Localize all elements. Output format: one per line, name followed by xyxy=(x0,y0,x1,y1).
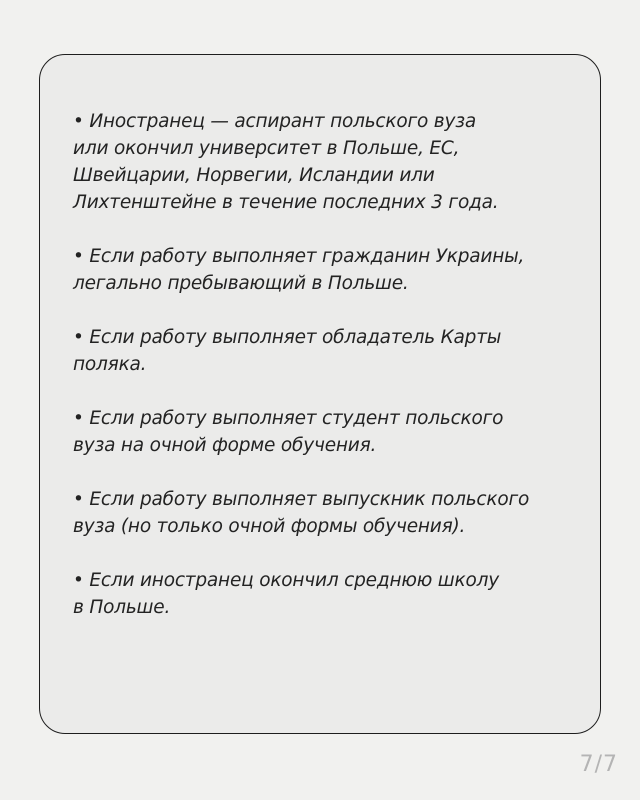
page-indicator: 7/7 xyxy=(579,752,618,777)
requirements-list xyxy=(73,108,573,648)
list-item: • Если иностранец окончил среднюю школу в Польше. xyxy=(73,570,499,618)
list-item: • Если работу выполняет выпускник польского вуза (но только очной формы обучения). xyxy=(73,489,530,537)
list-item: • Если работу выполняет студент польского вуза на очной форме обучения. xyxy=(73,408,504,456)
list-item: • Если работу выполняет обладатель Карты поляка. xyxy=(73,327,502,375)
list-item: • Если работу выполняет гражданин Украины, легально пребывающий в Польше. xyxy=(73,246,525,294)
list-item: • Иностранец — аспирант польского вуза или окончил университет в Польше, ЕС, Швейцарии, Норвегии, Исландии или Лихтенштейне в течение последних 3 года. xyxy=(73,111,499,213)
